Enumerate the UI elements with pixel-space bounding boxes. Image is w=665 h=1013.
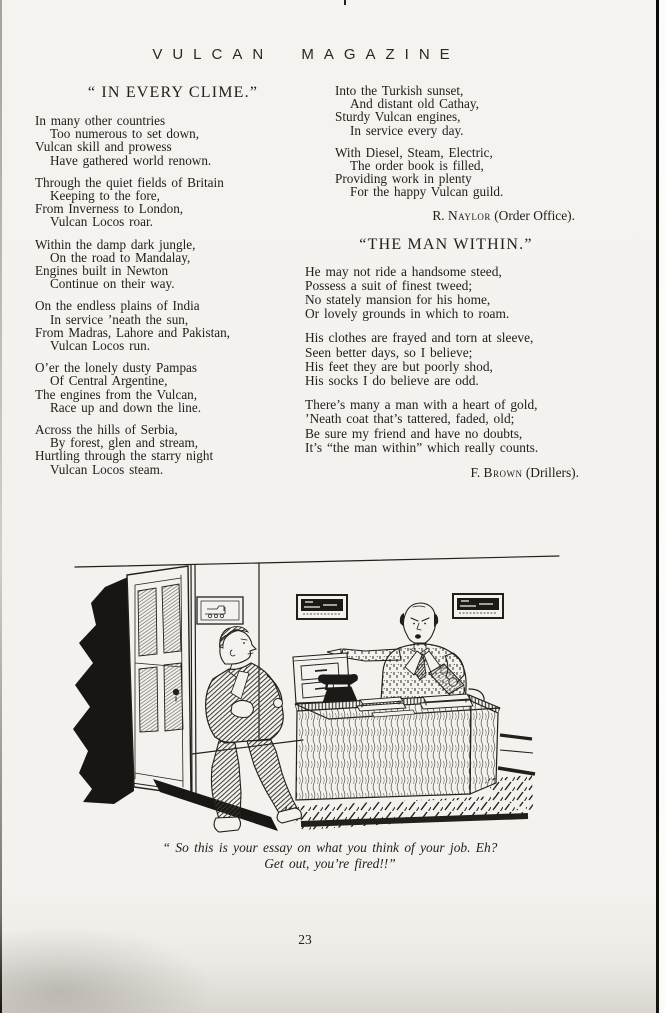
poem-line: For the happy Vulcan guild. xyxy=(350,184,504,200)
poem-line: Vulcan Locos steam. xyxy=(50,461,164,477)
drawer-handle xyxy=(315,670,327,671)
poem-line: The engines from the Vulcan, xyxy=(35,386,198,402)
office-cartoon-illustration xyxy=(35,551,627,848)
poem-line: Of Central Argentine, xyxy=(50,373,168,389)
attribution-rest: (Drillers). xyxy=(522,465,579,481)
employee-right-leg xyxy=(247,740,297,813)
employee-figure xyxy=(206,627,302,832)
poem-line: On the road to Mandalay, xyxy=(50,249,191,265)
poem-line: By forest, glen and stream, xyxy=(50,435,199,451)
poem-line: O’er the lonely dusty Pampas xyxy=(35,360,198,376)
poem-line: Keeping to the fore, xyxy=(50,188,160,204)
stanza xyxy=(35,299,311,352)
page-number: 23 xyxy=(298,932,312,947)
poem-line: It’s “the man within” which really counts. xyxy=(305,439,539,455)
poem-line: And distant old Cathay, xyxy=(350,96,479,112)
telephone-handset xyxy=(319,675,358,684)
poem-line: Continue on their way. xyxy=(50,276,175,292)
dark-doorway-silhouette xyxy=(73,577,134,804)
stanza xyxy=(305,398,587,455)
poem-line: Through the quiet fields of Britain xyxy=(35,174,224,190)
attribution-initials: F. xyxy=(470,465,484,481)
employee-left-leg xyxy=(211,741,241,819)
poem-in-every-clime-continued xyxy=(305,84,587,224)
poem-line: Have gathered world renown. xyxy=(50,152,212,168)
poem-line: Vulcan skill and prowess xyxy=(35,139,172,155)
attribution-surname: Naylor xyxy=(448,207,491,223)
office-desk xyxy=(295,694,500,800)
boss-pointing-arm xyxy=(341,649,401,661)
boss-mouth xyxy=(415,634,421,638)
attribution-initials: R. xyxy=(432,207,448,223)
poem-line: The order book is filled, xyxy=(350,158,484,174)
poem-line: Possess a suit of finest tweed; xyxy=(305,277,473,293)
employee-shoe xyxy=(214,817,240,832)
stanza xyxy=(35,423,311,476)
wall-picture-locomotive xyxy=(297,595,347,619)
poem-line: Across the hills of Serbia, xyxy=(35,422,178,438)
poem-line: Into the Turkish sunset, xyxy=(335,83,464,98)
wall-picture-locomotive xyxy=(453,594,503,618)
poem-line: Sturdy Vulcan engines, xyxy=(335,109,461,125)
stanza xyxy=(35,238,311,291)
stanza xyxy=(35,114,311,167)
caption-line-2: Get out, you’re fired!!” xyxy=(264,856,396,871)
magazine-masthead: VULCAN MAGAZINE xyxy=(152,46,460,63)
poem-line: Or lovely grounds in which to roam. xyxy=(305,306,510,322)
scan-artifact-top-tick xyxy=(344,0,346,5)
employee-fist xyxy=(274,699,283,708)
door-panel xyxy=(164,663,183,731)
stanza xyxy=(35,361,311,414)
poem-line: From Madras, Lahore and Pakistan, xyxy=(35,324,230,340)
left-column xyxy=(35,84,311,485)
scan-right-margin xyxy=(659,0,665,1013)
stanza xyxy=(305,146,587,199)
poem-line: In service every day. xyxy=(350,122,464,138)
wall-picture-sketch xyxy=(197,597,243,624)
poem-line: Too numerous to set down, xyxy=(50,126,200,142)
stanza xyxy=(305,331,587,388)
stanza xyxy=(305,265,587,322)
attribution-surname: Brown xyxy=(483,465,523,481)
poem-line: His feet they are but poorly shod, xyxy=(305,358,493,374)
poem-line: ’Neath coat that’s tattered, faded, old; xyxy=(305,411,515,427)
poem-attribution-brown xyxy=(305,465,587,481)
employee-hand-at-waist xyxy=(231,700,253,717)
caption-line-1: “ So this is your essay on what you think of your job. Eh? xyxy=(162,840,498,855)
poem-line: His clothes are frayed and torn at sleeve, xyxy=(305,330,534,346)
poem-line: Providing work in plenty xyxy=(335,171,472,187)
poem-attribution-naylor xyxy=(305,208,587,224)
poem-line: Be sure my friend and have no doubts, xyxy=(305,425,523,441)
poem-line: Race up and down the line. xyxy=(50,399,202,415)
poem-line: Vulcan Locos run. xyxy=(50,338,150,354)
right-column xyxy=(305,84,587,481)
drawer-handle xyxy=(315,688,325,689)
poem-line: With Diesel, Steam, Electric, xyxy=(335,144,493,160)
stanza xyxy=(305,84,587,137)
door-jamb xyxy=(191,565,196,797)
wall-line xyxy=(75,556,559,567)
door-panel xyxy=(139,667,158,732)
poem-line: No stately mansion for his home, xyxy=(305,292,491,308)
attribution-rest: (Order Office). xyxy=(490,207,575,223)
scan-left-edge-line xyxy=(0,0,2,1013)
poem-line: His socks I do believe are odd. xyxy=(305,373,479,389)
poem-line: From Inverness to London, xyxy=(35,201,184,217)
office-door xyxy=(127,566,191,795)
poem-line: Engines built in Newton xyxy=(35,263,169,279)
door-knob xyxy=(173,689,179,695)
poem-title-in-every-clime: “ IN EVERY CLIME.” xyxy=(87,84,259,101)
door-panel xyxy=(162,584,181,653)
poem-the-man-within xyxy=(305,236,587,481)
poem-line: Seen better days, so I believe; xyxy=(305,344,473,360)
poem-title-the-man-within: “THE MAN WITHIN.” xyxy=(359,235,533,253)
poem-line: On the endless plains of India xyxy=(35,298,200,314)
poem-line: In service ’neath the sun, xyxy=(50,311,189,327)
poem-line: He may not ride a handsome steed, xyxy=(305,263,502,279)
poem-line: Within the damp dark jungle, xyxy=(35,236,196,252)
poem-line: In many other countries xyxy=(35,113,166,128)
cartoon-caption xyxy=(30,840,630,872)
stanza xyxy=(35,176,311,229)
poem-line: Vulcan Locos roar. xyxy=(50,214,153,230)
door-panel xyxy=(138,588,157,656)
poem-line: Hurtling through the starry night xyxy=(35,448,214,464)
poem-line: There’s many a man with a heart of gold, xyxy=(305,397,538,413)
